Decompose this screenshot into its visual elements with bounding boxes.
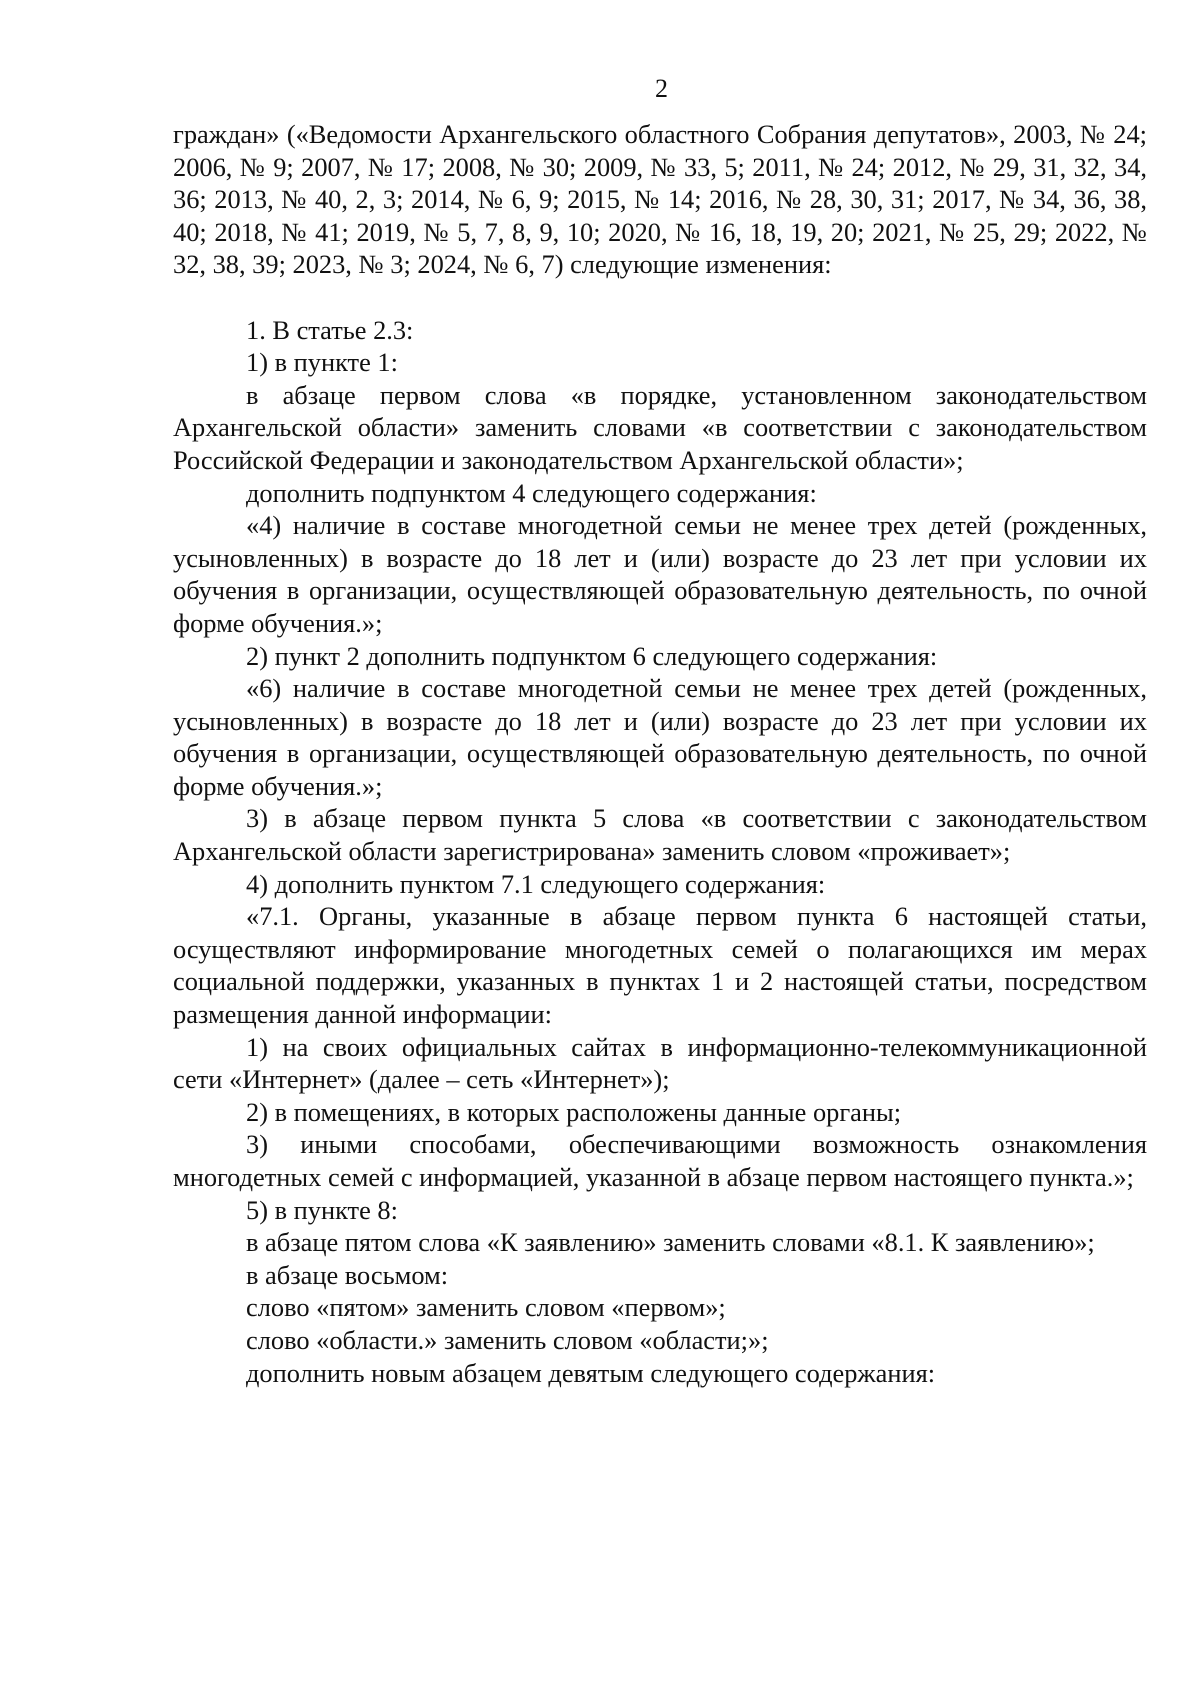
paragraph: «6) наличие в составе многодетной семьи не менее трех детей (рожденных, усыновленных) в возрасте до 18 лет и (или) возрасте до 23 лет при условии их обучения в организации, осуществляющей образовательную деятельность, по очной форме обучения.»; [173,673,1147,801]
paragraph: дополнить новым абзацем девятым следующего содержания: [246,1357,936,1388]
paragraph: в абзаце восьмом: [246,1259,449,1290]
document-body [173,118,1147,1389]
paragraph: 3) иными способами, обеспечивающими возможность ознакомления многодетных семей с информацией, указанной в абзаце первом настоящего пункта.»; [173,1129,1147,1192]
paragraph: 1. В статье 2.3: [246,314,414,345]
paragraph: «4) наличие в составе многодетной семьи не менее трех детей (рожденных, усыновленных) в возрасте до 18 лет и (или) возрасте до 23 лет при условии их обучения в организации, осуществляющей образовательную деятельность, по очной форме обучения.»; [173,510,1147,638]
paragraph: 2) пункт 2 дополнить подпунктом 6 следующего содержания: [246,640,938,671]
intro-paragraph: граждан» («Ведомости Архангельского областного Собрания депутатов», 2003, № 24; 2006, № 9; 2007, № 17; 2008, № 30; 2009, № 33, 5; 2011, № 24; 2012, № 29, 31, 32, 34, 36; 2013, № 40, 2, 3; 2014, № 6, 9; 2015, № 14; 2016, № 28, 30, 31; 2017, № 34, 36, 38, 40; 2018, № 41; 2019, № 5, 7, 8, 9, 10; 2020, № 16, 18, 19, 20; 2021, № 25, 29; 2022, № 32, 38, 39; 2023, № 3; 2024, № 6, 7) следующие изменения: [173,119,1147,280]
paragraph: «7.1. Органы, указанные в абзаце первом пункта 6 настоящей статьи, осуществляют информирование многодетных семей о полагающихся им мерах социальной поддержки, указанных в пунктах 1 и 2 настоящей статьи, посредством размещения данной информации: [173,901,1147,1030]
paragraph: слово «области.» заменить словом «области;»; [246,1324,769,1355]
paragraph: слово «пятом» заменить словом «первом»; [246,1292,726,1323]
page-number: 2 [655,74,668,103]
paragraph: 1) на своих официальных сайтах в информационно-телекоммуникационной сети «Интернет» (далее – сеть «Интернет»); [173,1031,1147,1095]
paragraph: 5) в пункте 8: [246,1194,398,1225]
paragraph: в абзаце пятом слова «К заявлению» заменить словами «8.1. К заявлению»; [246,1227,1095,1258]
paragraph: 4) дополнить пунктом 7.1 следующего содержания: [246,868,826,899]
paragraph: 1) в пункте 1: [246,347,398,378]
paragraph: в абзаце первом слова «в порядке, установленном законодательством Архангельской области» заменить словами «в соответствии с законодательством Российской Федерации и законодательством Архангельской области»; [173,379,1147,475]
paragraph: 3) в абзаце первом пункта 5 слова «в соответствии с законодательством Архангельской области зарегистрирована» заменить словом «проживает»; [173,803,1147,867]
paragraph: дополнить подпунктом 4 следующего содержания: [246,477,817,508]
paragraph: 2) в помещениях, в которых расположены данные органы; [246,1096,902,1127]
